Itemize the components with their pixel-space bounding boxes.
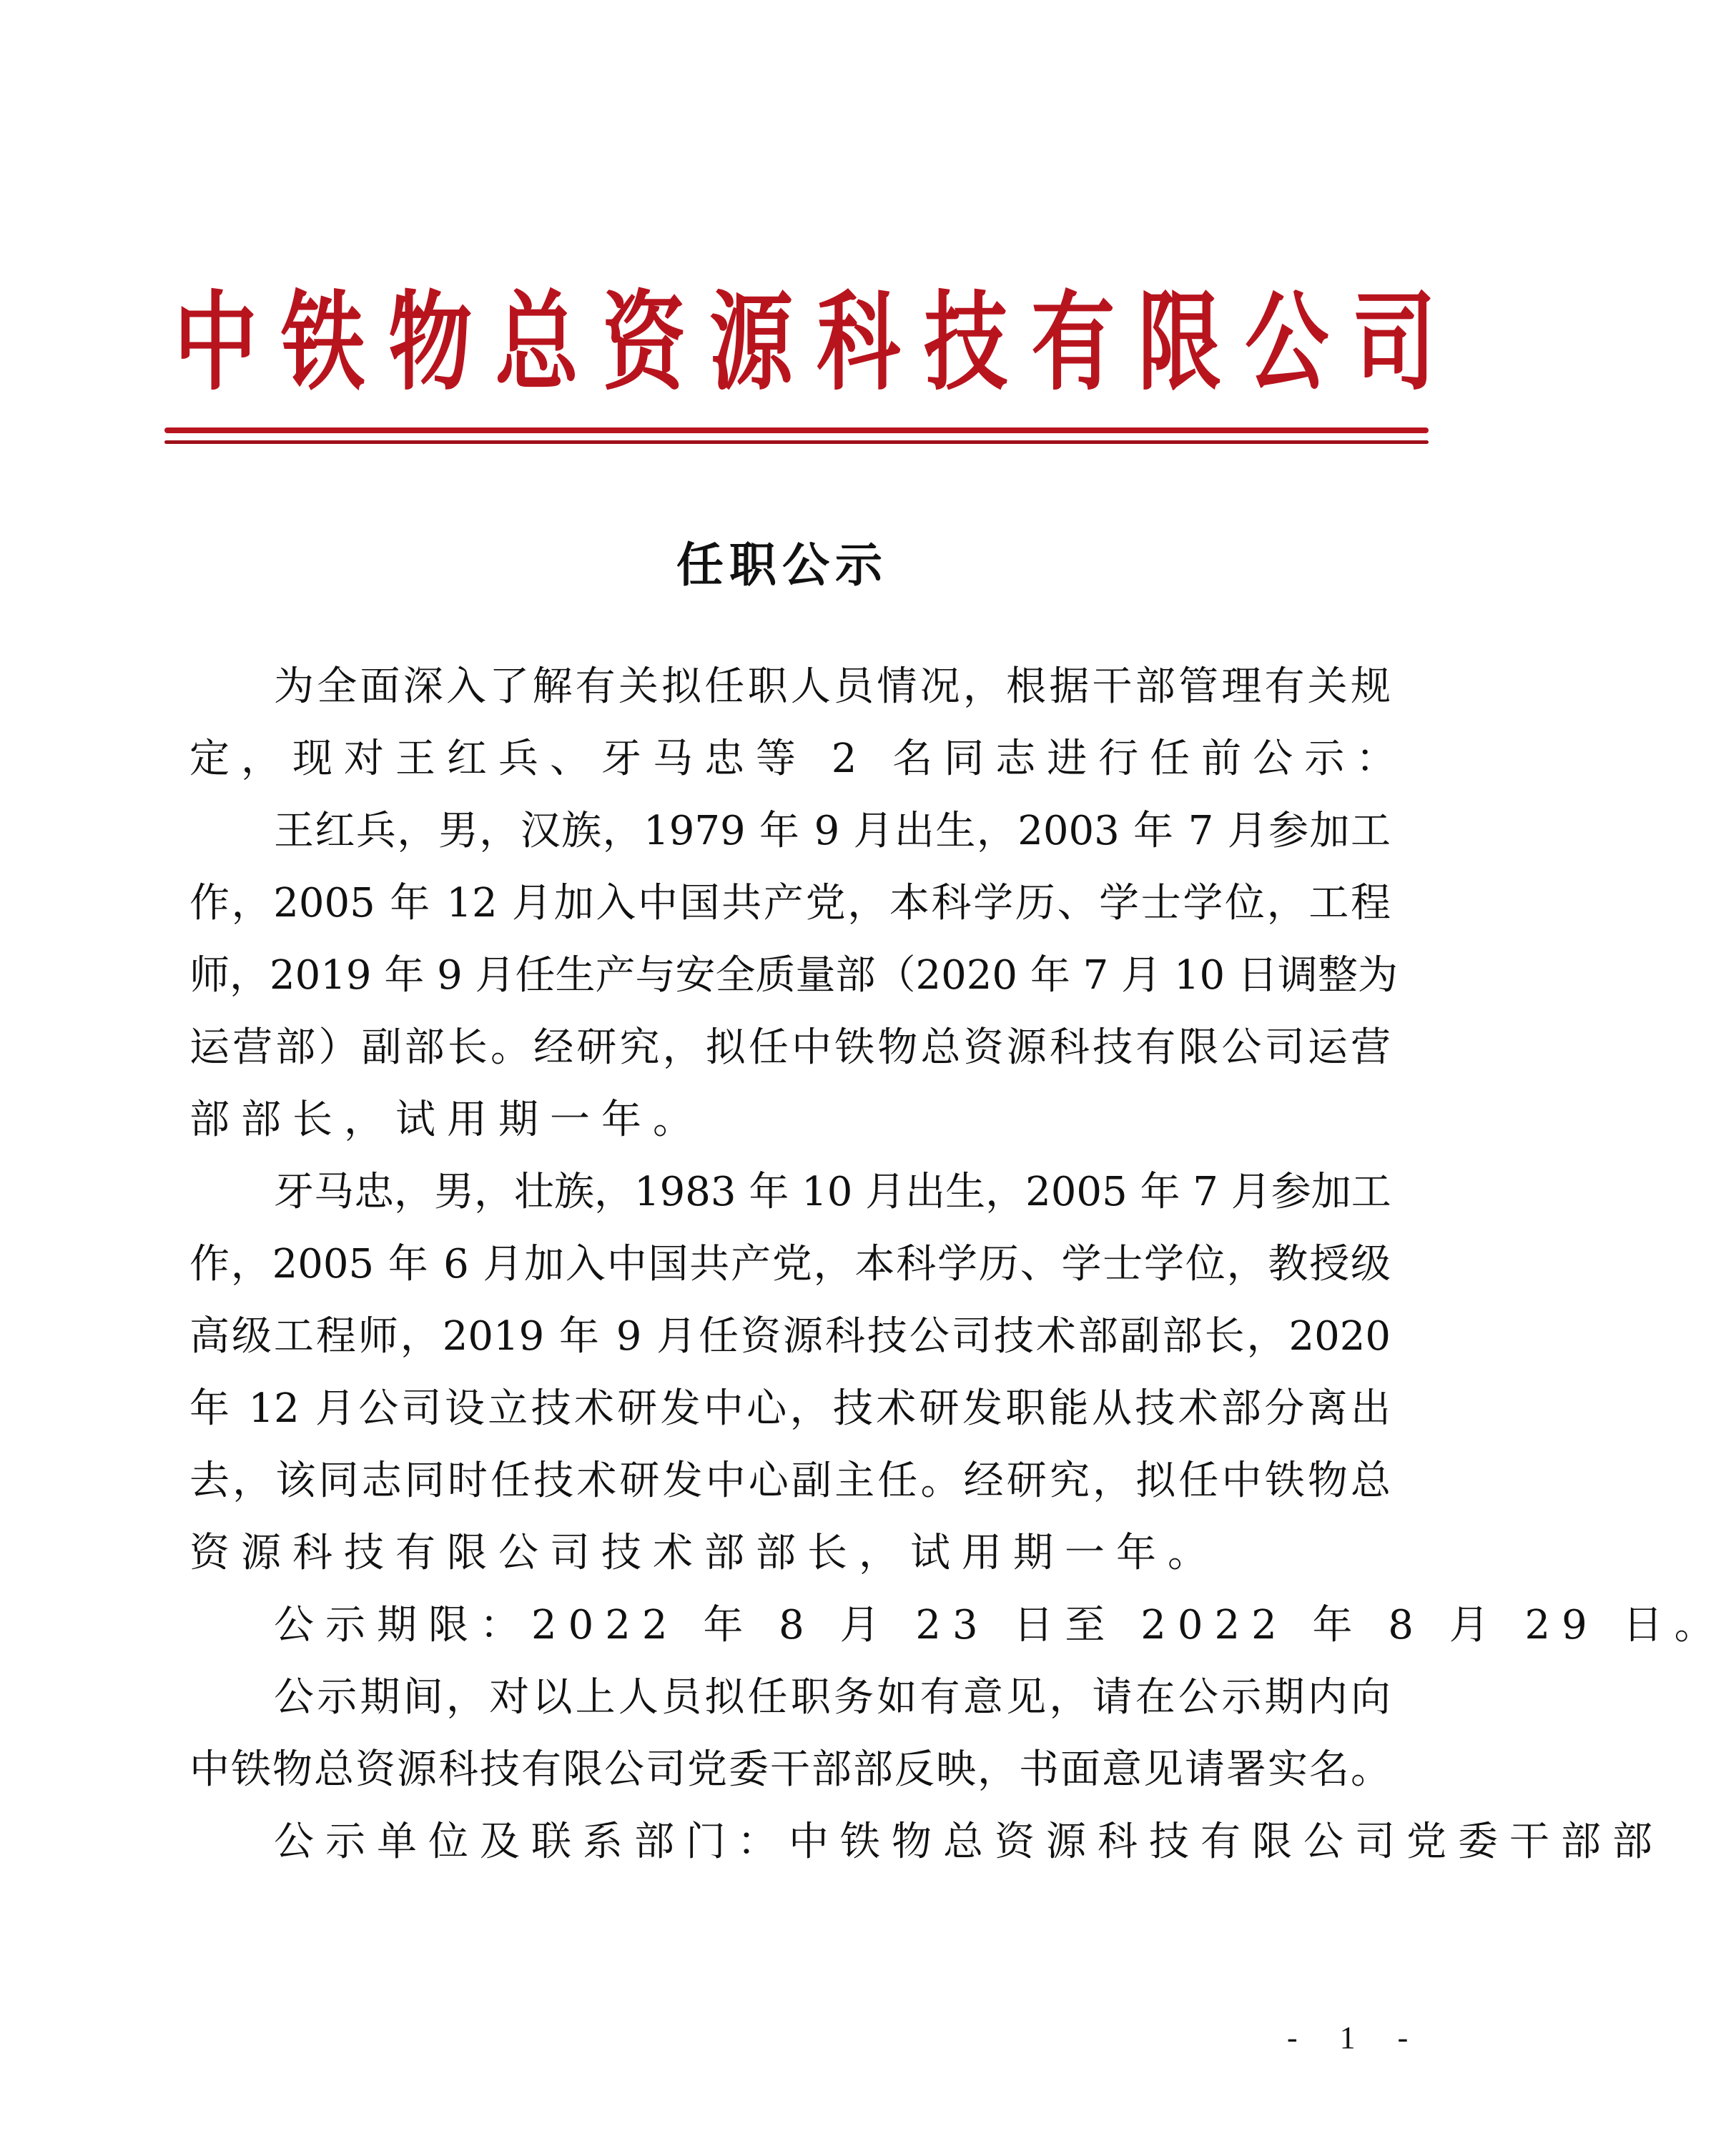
letterhead-char: 物 xyxy=(388,281,472,405)
body-line: 定，现对王红兵、牙马忠等 2 名同志进行任前公示： xyxy=(189,736,1408,782)
letterhead-char: 技 xyxy=(923,281,1007,405)
body-line: 王红兵，男，汉族，1979 年 9 月出生，2003 年 7 月参加工 xyxy=(274,808,1391,854)
letterhead-char: 源 xyxy=(709,281,794,405)
body-line: 作，2005 年 6 月加入中国共产党，本科学历、学士学位，教授级 xyxy=(189,1241,1391,1287)
body-line: 年 12 月公司设立技术研发中心，技术研发职能从技术部分离出 xyxy=(189,1385,1391,1432)
letterhead-char: 中 xyxy=(174,281,258,405)
letterhead-char: 总 xyxy=(495,281,579,405)
letterhead-company-name xyxy=(164,272,1436,415)
body-line: 公示期限：2022 年 8 月 23 日至 2022 年 8 月 29 日。 xyxy=(274,1602,1726,1648)
document-body xyxy=(189,651,1726,1878)
letterhead-char: 有 xyxy=(1030,281,1115,405)
letterhead-divider-thick xyxy=(164,427,1429,433)
body-line: 为全面深入了解有关拟任职人员情况，根据干部管理有关规 xyxy=(274,663,1391,710)
body-line: 师，2019 年 9 月任生产与安全质量部（2020 年 7 月 10 日调整为 xyxy=(189,952,1398,999)
body-line: 中铁物总资源科技有限公司党委干部部反映，书面意见请署实名。 xyxy=(189,1746,1391,1793)
body-line: 资源科技有限公司技术部部长，试用期一年。 xyxy=(189,1530,1219,1576)
letterhead-char: 限 xyxy=(1138,281,1222,405)
letterhead-char: 公 xyxy=(1245,281,1329,405)
body-line: 作，2005 年 12 月加入中国共产党，本科学历、学士学位，工程 xyxy=(189,880,1391,926)
letterhead-char: 司 xyxy=(1352,281,1436,405)
letterhead-char: 资 xyxy=(602,281,686,405)
document-title: 任职公示 xyxy=(676,537,888,593)
letterhead-char: 铁 xyxy=(281,281,365,405)
body-line: 高级工程师，2019 年 9 月任资源科技公司技术部副部长，2020 xyxy=(189,1313,1391,1360)
letterhead-char: 科 xyxy=(817,281,901,405)
body-line: 公示单位及联系部门：中铁物总资源科技有限公司党委干部部 xyxy=(274,1819,1664,1865)
body-line: 去，该同志同时任技术研发中心副主任。经研究，拟任中铁物总 xyxy=(189,1458,1391,1504)
body-line: 牙马忠，男，壮族，1983 年 10 月出生，2005 年 7 月参加工 xyxy=(274,1169,1391,1215)
page-number: - 1 - xyxy=(1287,2020,1426,2055)
body-line: 运营部）副部长。经研究，拟任中铁物总资源科技有限公司运营 xyxy=(189,1024,1391,1071)
body-line: 公示期间，对以上人员拟任职务如有意见，请在公示期内向 xyxy=(274,1674,1391,1721)
body-line: 部部长，试用期一年。 xyxy=(189,1097,704,1143)
letterhead-divider-thin xyxy=(164,440,1429,444)
